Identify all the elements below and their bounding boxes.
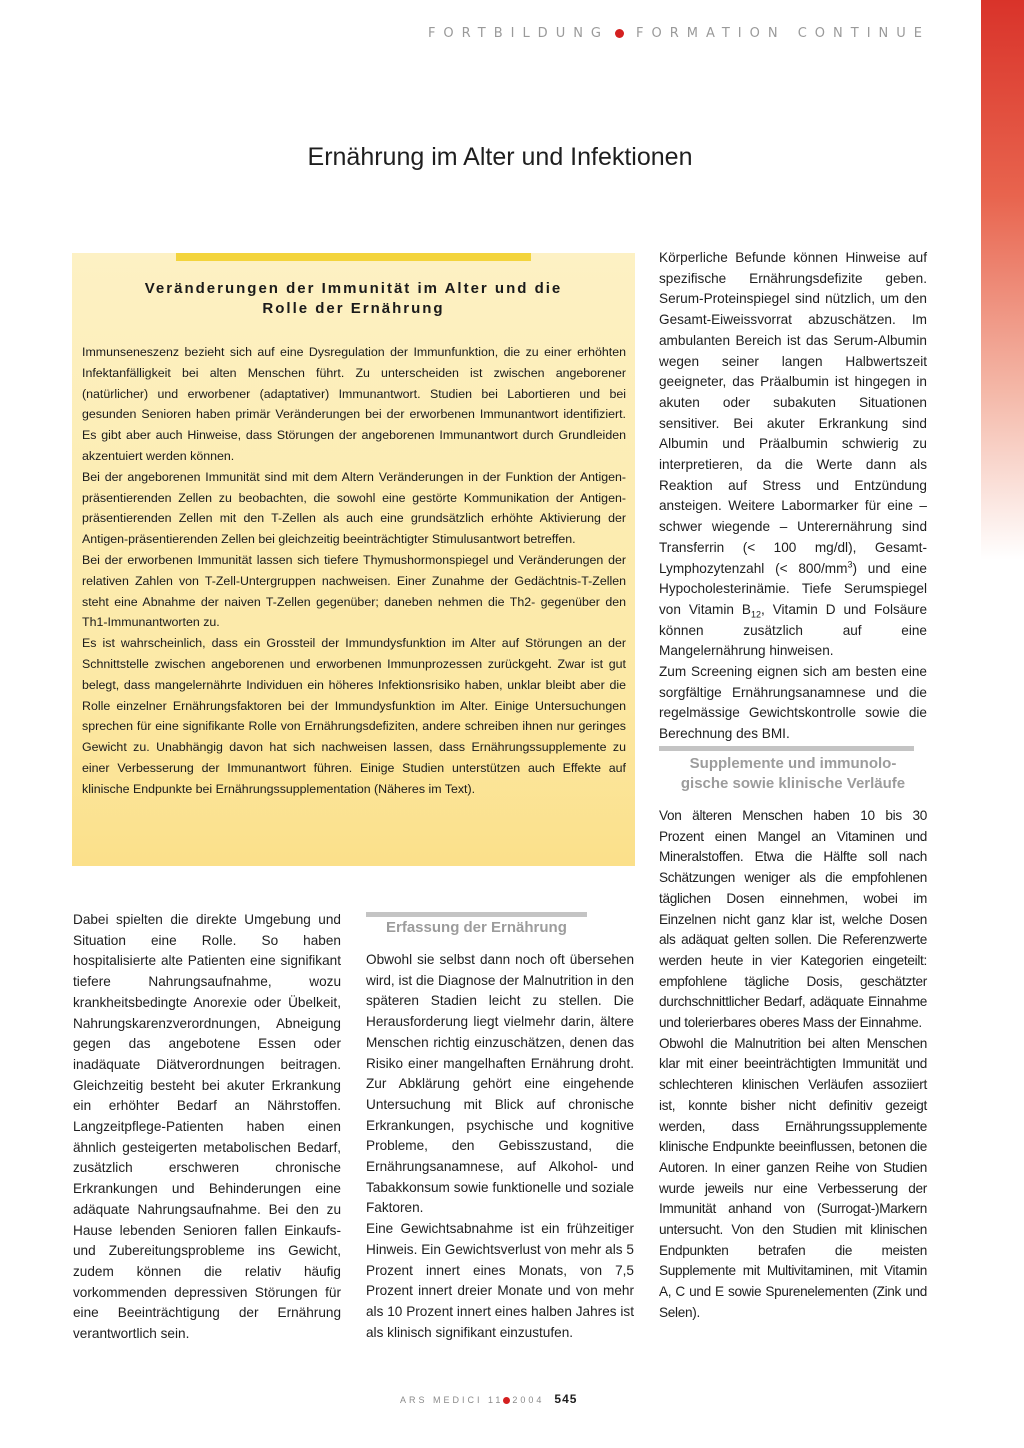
summary-paragraph: Immunseneszenz bezieht sich auf eine Dysregulation der Immunfunktion, die zu einer erhöhten Infektanfälligkeit bei alten Menschen führt. Zu unterscheiden ist zwischen angeborener (natürlicher) und erworbener (adaptativer) Immunantwort. Studien bei Labortieren und bei gesunden Senioren haben primär Veränderungen bei der erworbenen Immunantwort identifiziert. Es gibt aber auch Hinweise, dass Störungen der angeborenen Immunantwort durch Grundleiden akzentuiert werden können. (82, 345, 626, 463)
journal-name: ARS MEDICI 11 (400, 1395, 504, 1405)
side-color-bar (981, 0, 1024, 560)
column-3-heading (659, 754, 927, 794)
summary-paragraph: Bei der erworbenen Immunität lassen sich tiefere Thymushormonspiegel und Veränderungen der relativen Zahlen von T-Zell-Untergruppen nachweisen. Einer Zunahme der Gedächtnis-T-Zellen steht eine Abnahme der naiven T-Zellen gegenüber; daneben nehmen die Th2- gegenüber den Th1-Immunantworten zu. (82, 552, 626, 630)
header-label-de: FORTBILDUNG (427, 26, 610, 41)
column-3-heading-rule (659, 746, 914, 751)
column-2-heading-rule (366, 912, 587, 917)
column-2-paragraph: Obwohl sie selbst dann noch oft übersehen wird, ist die Diagnose der Malnutrition in den späteren Stadien leicht zu stellen. Die Herausforderung liegt vielmehr darin, ältere Menschen richtig einzuschätzen, denen das Risiko einer mangelhaften Ernährung droht. Zur Abklärung gehört eine eingehende Untersuchung mit Blick auf chronische Erkrankungen, psychische und kognitive Probleme, den Gebisszustand, die Ernährungsanamnese, auf Alkohol- und Tabakkonsum sowie funktionelle und soziale Faktoren. (366, 952, 634, 1216)
column-3-heading-line1: Supplemente und immunolo- (689, 755, 897, 772)
column-3-paragraph: Zum Screening eignen sich am besten eine sorgfältige Ernährungsanamnese und die regelmässige Gewichtskontrolle sowie die Berechnung des BMI. (659, 664, 927, 742)
section-header (300, 26, 930, 41)
column-3-heading-line2: gische sowie klinische Verläufe (680, 775, 906, 792)
column-1 (73, 910, 341, 1345)
column-2 (366, 950, 634, 1343)
column-2-paragraph: Eine Gewichtsabnahme ist ein frühzeitiger Hinweis. Ein Gewichtsverlust von mehr als 5 Prozent innert eines Monats, von 7,5 Prozent innert dreier Monate und von mehr als 10 Prozent innert eines halben Jahres ist als klinisch signifikant einzustufen. (366, 1221, 634, 1340)
footer-dot-icon (503, 1397, 510, 1404)
superscript: 3 (847, 559, 853, 570)
summary-paragraph: Es ist wahrscheinlich, dass ein Grossteil der Immundysfunktion im Alter auf Störungen an der Schnittstelle zwischen angeborenen und erworbenen Immunprozessen zurückgeht. Zwar ist gut belegt, dass mangelernährte Individuen ein höheres Infektionsrisiko haben, unklar bleibt aber die Rolle einzelner Ernährungsfaktoren bei der Immundysfunktion im Alter. Einige Untersuchungen sprechen für eine signifikante Rolle von Ernährungsdefiziten, andere schreiben ihnen nur geringes Gewicht zu. Unabhängig davon hat sich nachweisen lassen, dass Ernährungssupplemente zu einer Verbesserung der Immunantwort führen. Einige Studien unterstützen auch Effekte auf klinische Endpunkte bei Ernährungssupplementation (Näheres im Text). (82, 636, 626, 796)
column-3-paragraph: Von älteren Menschen haben 10 bis 30 Prozent einen Mangel an Vitaminen und Mineralstoffen. Etwa die Hälfte soll nach Schätzungen weniger als die empfohlenen täglichen Dosen einnehmen, wobei im Einzelnen nicht ganz klar ist, welche Dosen als adäquat gelten sollen. Die Referenzwerte werden heute in vier Kategorien eingeteilt: empfohlene tägliche Dosis, geschätzter durchschnittlicher Bedarf, adäquate Einnahme und tolerierbares oberes Mass der Einnahme. (659, 808, 927, 1031)
summary-heading-line2: Rolle der Ernährung (262, 300, 445, 317)
summary-accent-bar (176, 253, 531, 261)
column-3-paragraph: Obwohl die Malnutrition bei alten Menschen klar mit einer beeinträchtigten Immunität und schlechteren klinischen Verläufen assoziiert ist, konnte bisher nicht definitiv gezeigt werden, dass Ernährungssupplemente klinische Endpunkte beeinflussen, betonen die Autoren. In einer ganzen Reihe von Studien wurde jeweils nur eine Verbesserung der Immunität anhand von (Surrogat-)Markern untersucht. Von den Studien mit klinischen Endpunkten betrafen die meisten Supplemente mit Multivitaminen, mit Vitamin A, C und E sowie Spurenelementen (Zink und Selen). (659, 1035, 927, 1320)
summary-paragraph: Bei der angeborenen Immunität sind mit dem Altern Veränderungen in der Funktion der Antigen-präsentierenden Zellen zu beobachten, die sowohl eine gestörte Kommunikation der Antigen-präsentierenden Zellen mit den T-Zellen als auch eine grundsätzlich erhöhte Aktivierung der Antigen-präsentierenden Zellen bei gleichzeitig beeinträchtigter Stimulusantwort betreffen. (82, 469, 626, 547)
column-3-paragraph (659, 248, 927, 662)
column-3-top (659, 248, 927, 745)
column-3-text: , Vitamin D und Folsäure können zusätzlich auf eine Mangelernährung hinweisen. (659, 601, 928, 659)
column-3-text: Körperliche Befunde können Hinweise auf spezifische Ernährungsdefizite geben. Serum-Proteinspiegel sind nützlich, um den Gesamt-Eiweissvorrat abzuschätzen. Im ambulanten Bereich ist das Serum-Albumin wegen seiner langen Halbwertszeit geeigneter, das Präalbumin ist hingegen in akuten oder subakuten Situationen sensitiver. Bei akuter Erkrankung sind Albumin und Präalbumin schwierig zu interpretieren, da die Werte dann als Reaktion auf Stress und Entzündung ansteigen. Weitere Labormarker für eine – schwer wiegende – Unterernährung sind Transferrin (< 100 mg/dl), Gesamt-Lymphozytenzahl (< 800/mm (659, 250, 927, 576)
page-footer (400, 1392, 600, 1406)
summary-heading (92, 279, 615, 319)
column-2-heading: Erfassung der Ernährung (386, 919, 567, 936)
page-number: 545 (554, 1392, 578, 1406)
column-3-bottom (659, 806, 927, 1324)
column-3-text: ) und eine Hypocholesterinämie. Tiefe Serumspiegel von Vitamin B (659, 560, 927, 617)
summary-heading-line1: Veränderungen der Immunität im Alter und die (144, 280, 563, 297)
column-1-paragraph: Dabei spielten die direkte Umgebung und Situation eine Rolle. So haben hospitalisierte alte Patienten eine signifikant tiefere Nahrungsaufnahme, wozu krankheitsbedingte Anorexie oder Übelkeit, Nahrungskarenzverordnungen, Abneigung gegen das angebotene Essen oder inadäquate Diätverordnungen beitragen. Gleichzeitig besteht bei akuter Erkrankung ein erhöhter Bedarf an Nährstoffen. Langzeitpflege-Patienten haben einen ähnlich gesteigerten metabolischen Bedarf, zusätzlich erschweren chronische Erkrankungen und Behinderungen eine adäquate Nahrungsaufnahme. Bei den zu Hause lebenden Senioren fallen Einkaufs- und Zubereitungsprobleme ins Gewicht, zudem können die relativ häufig vorkommenden depressiven Störungen für eine Beeinträchtigung der Ernährung verantwortlich sein. (73, 912, 341, 1342)
summary-box (72, 253, 635, 866)
journal-year: 2004 (512, 1395, 545, 1405)
summary-text (82, 342, 626, 800)
header-label-fr: FORMATION CONTINUE (636, 26, 930, 41)
header-dot-icon (615, 29, 624, 38)
article-title: Ernährung im Alter und Infektionen (307, 143, 693, 171)
subscript: 12 (750, 609, 761, 620)
